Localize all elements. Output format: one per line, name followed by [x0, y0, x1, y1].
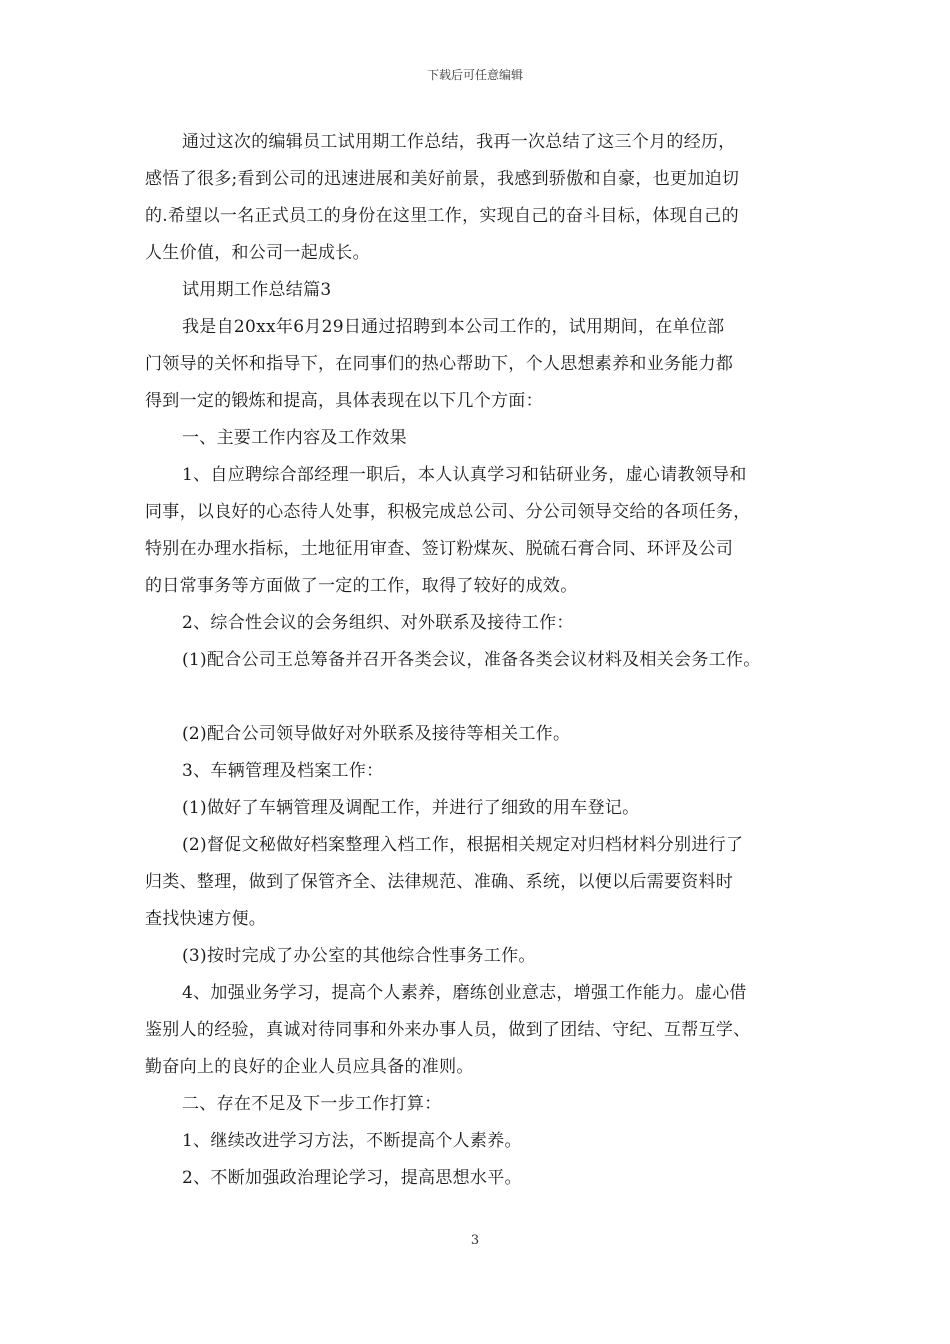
paragraph-line: 1、自应聘综合部经理一职后，本人认真学习和钻研业务，虚心请教领导和 — [182, 465, 747, 485]
paragraph-line: (1)做好了车辆管理及调配工作，并进行了细致的用车登记。 — [182, 798, 640, 818]
paragraph-line: (2)配合公司领导做好对外联系及接待等相关工作。 — [182, 724, 571, 744]
paragraph-line: 勤奋向上的良好的企业人员应具备的准则。 — [145, 1057, 474, 1077]
paragraph-line: 4、加强业务学习，提高个人素养，磨练创业意志，增强工作能力。虚心借 — [182, 983, 747, 1003]
paragraph-line: (2)督促文秘做好档案整理入档工作，根据相关规定对归档材料分别进行了 — [182, 835, 744, 855]
paragraph-line: 的日常事务等方面做了一定的工作，取得了较好的成效。 — [145, 576, 578, 596]
paragraph-line: 1、继续改进学习方法，不断提高个人素养。 — [182, 1131, 522, 1151]
section-heading: 二、存在不足及下一步工作打算： — [182, 1094, 442, 1114]
page-header: 下载后可任意编辑 — [426, 68, 523, 82]
paragraph-line: 我是自20xx年6月29日通过招聘到本公司工作的，试用期间，在单位部 — [182, 317, 725, 337]
paragraph-line: 鉴别人的经验，真诚对待同事和外来办事人员，做到了团结、守纪、互帮互学、 — [145, 1020, 751, 1040]
paragraph-line: (1)配合公司王总筹备并召开各类会议，准备各类会议材料及相关会务工作。 — [182, 650, 761, 670]
section-heading: 一、主要工作内容及工作效果 — [182, 428, 407, 448]
paragraph-line: 感悟了很多;看到公司的迅速进展和美好前景，我感到骄傲和自豪，也更加迫切 — [145, 169, 740, 189]
paragraph-line: (3)按时完成了办公室的其他综合性事务工作。 — [182, 946, 536, 966]
paragraph-line: 得到一定的锻炼和提高，具体表现在以下几个方面： — [145, 391, 543, 411]
paragraph-line: 特别在办理水指标，土地征用审查、签订粉煤灰、脱硫石膏合同、环评及公司 — [145, 539, 734, 559]
paragraph-line: 门领导的关怀和指导下，在同事们的热心帮助下，个人思想素养和业务能力都 — [145, 354, 734, 374]
document-body — [145, 124, 830, 1197]
paragraph-line: 人生价值，和公司一起成长。 — [145, 243, 370, 263]
paragraph-line: 同事，以良好的心态待人处事，积极完成总公司、分公司领导交给的各项任务， — [145, 502, 751, 522]
paragraph-line: 2、不断加强政治理论学习，提高思想水平。 — [182, 1168, 522, 1188]
paragraph-line: 归类、整理，做到了保管齐全、法律规范、准确、系统，以便以后需要资料时 — [145, 872, 734, 892]
paragraph-line: 2、综合性会议的会务组织、对外联系及接待工作： — [182, 613, 574, 633]
paragraph-line: 3、车辆管理及档案工作： — [182, 761, 384, 781]
paragraph-line: 的.希望以一名正式员工的身份在这里工作，实现自己的奋斗目标，体现自己的 — [145, 206, 739, 226]
page-number: 3 — [470, 1233, 480, 1248]
paragraph-line: 查找快速方便。 — [145, 909, 267, 929]
blank-line — [145, 679, 830, 716]
paragraph-line: 通过这次的编辑员工试用期工作总结，我再一次总结了这三个月的经历， — [182, 132, 736, 152]
section-title: 试用期工作总结篇3 — [182, 280, 332, 300]
